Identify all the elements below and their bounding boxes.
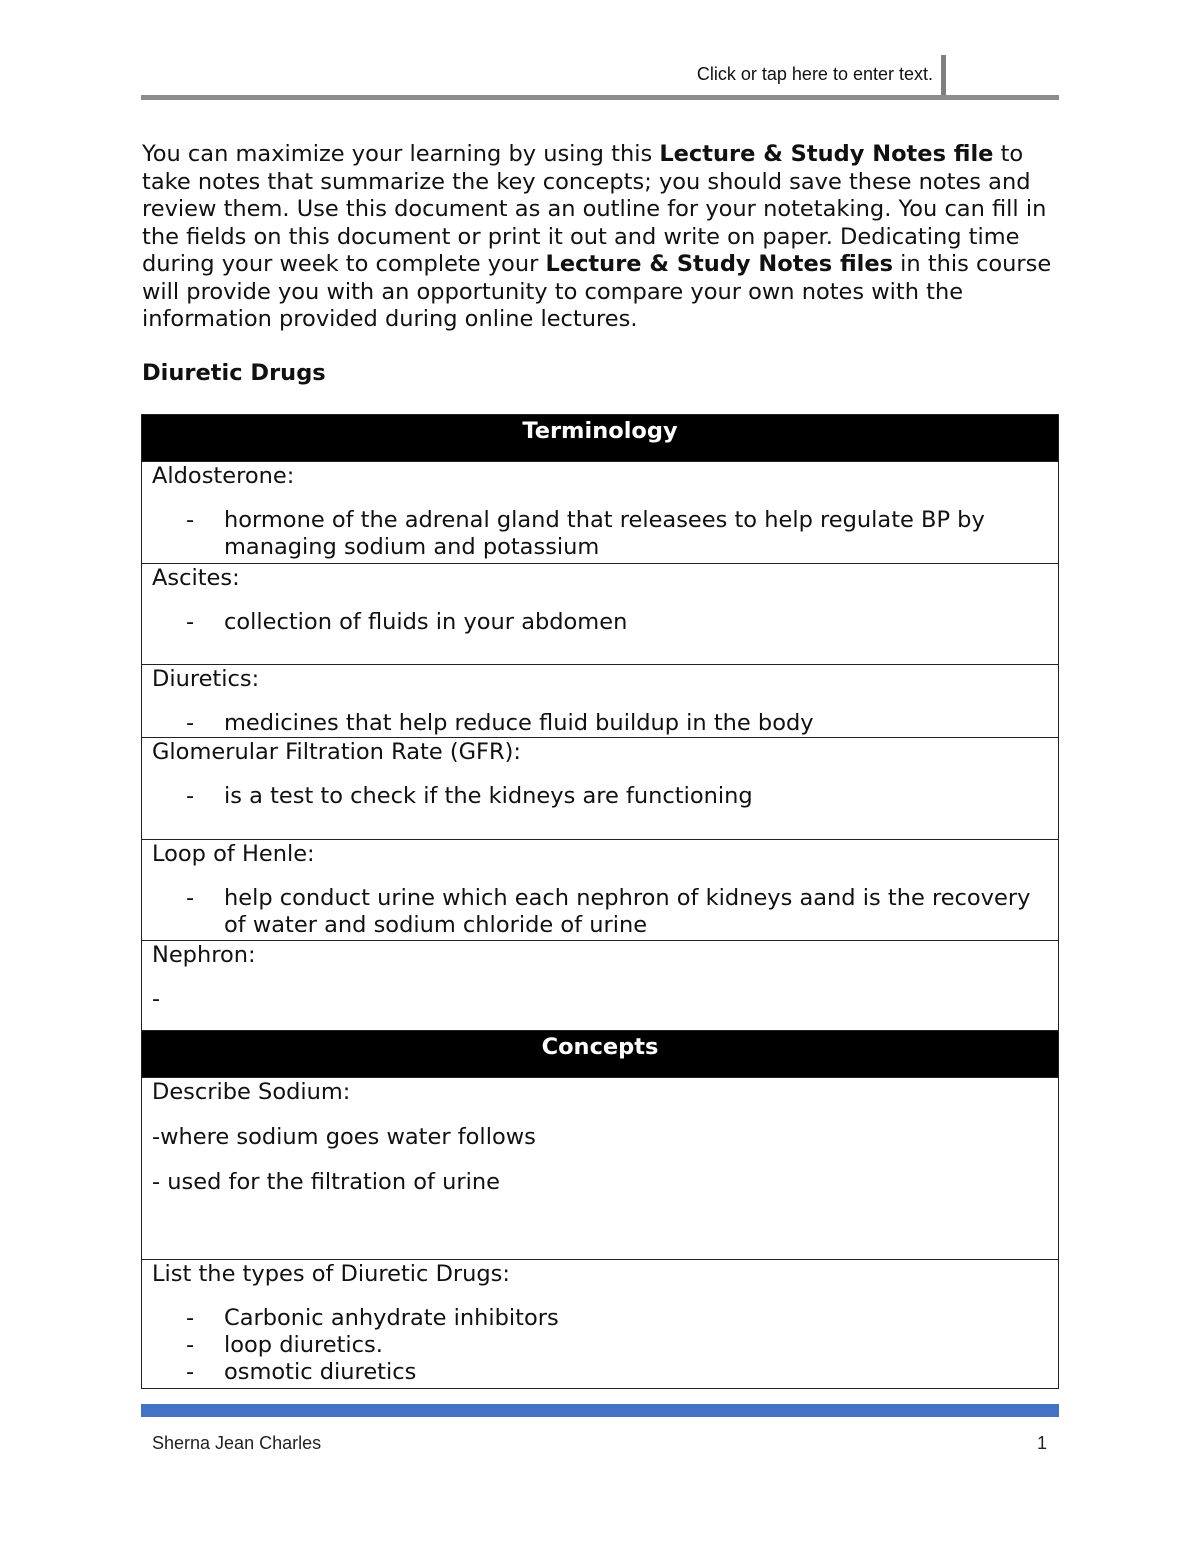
footer-rule (141, 1404, 1059, 1417)
concept-line: - used for the filtration of urine (152, 1169, 500, 1195)
term-cell-loop-of-henle[interactable] (142, 840, 1059, 941)
header-rule (141, 95, 1059, 100)
concept-line: -where sodium goes water follows (152, 1124, 536, 1150)
term-label: Glomerular Filtration Rate (GFR): (152, 739, 521, 765)
page-number: 1 (1037, 1433, 1048, 1453)
intro-bold-2: Lecture & Study Notes files (545, 251, 893, 277)
term-definition-list (152, 783, 1048, 810)
term-definition: - hormone of the adrenal gland that releasees to help regulate BP by managing sodium and potassium (152, 507, 1048, 561)
term-definition-list (152, 507, 1048, 561)
list-item: - Carbonic anhydrate inhibitors (152, 1305, 1048, 1332)
concept-prompt: List the types of Diuretic Drugs: (152, 1261, 510, 1287)
notes-table (141, 414, 1059, 1389)
intro-text-2: to take notes that summarize the key concepts; you should save these notes and review them. Use this document as an outline for your notetaking. You can fill in the fields on this document or print it out and write on paper. Dedicating time during your week to complete your (142, 141, 1047, 277)
footer-author: Sherna Jean Charles (152, 1433, 322, 1453)
term-label: Ascites: (152, 565, 240, 591)
term-definition-list (152, 885, 1048, 939)
term-label: Loop of Henle: (152, 841, 315, 867)
concept-cell-sodium[interactable] (142, 1078, 1059, 1260)
empty-dash: - (152, 986, 161, 1012)
term-definition: - help conduct urine which each nephron of kidneys aand is the recovery of water and sodium chloride of urine (152, 885, 1048, 939)
term-definition: - is a test to check if the kidneys are functioning (152, 783, 1048, 810)
intro-paragraph (142, 141, 1062, 334)
section-title: Diuretic Drugs (142, 360, 326, 386)
list-item: - loop diuretics. (152, 1332, 1048, 1359)
term-label: Aldosterone: (152, 463, 295, 489)
term-cell-ascites[interactable] (142, 564, 1059, 665)
concept-cell-diuretic-types[interactable] (142, 1260, 1059, 1389)
header-field-caret (941, 55, 946, 98)
header-text-placeholder[interactable]: Click or tap here to enter text. (696, 64, 933, 84)
diuretic-types-list (152, 1305, 1048, 1386)
list-item: - osmotic diuretics (152, 1359, 1048, 1386)
term-label: Nephron: (152, 942, 256, 968)
term-cell-gfr[interactable] (142, 738, 1059, 840)
concepts-header: Concepts (142, 1031, 1059, 1078)
term-definition: - medicines that help reduce fluid buildup in the body (152, 710, 1048, 737)
term-definition: - collection of fluids in your abdomen (152, 609, 1048, 636)
term-definition-list (152, 609, 1048, 636)
term-cell-diuretics[interactable] (142, 665, 1059, 738)
intro-bold-1: Lecture & Study Notes file (659, 141, 994, 167)
intro-text-1: You can maximize your learning by using this (142, 141, 660, 167)
intro-text-3: in this course will provide you with an opportunity to compare your own notes with the information provided during online lectures. (142, 251, 1052, 332)
concept-prompt: Describe Sodium: (152, 1079, 351, 1105)
term-cell-aldosterone[interactable] (142, 462, 1059, 564)
term-definition-list (152, 710, 1048, 737)
terminology-header: Terminology (142, 415, 1059, 462)
term-cell-nephron[interactable] (142, 941, 1059, 1031)
term-label: Diuretics: (152, 666, 260, 692)
